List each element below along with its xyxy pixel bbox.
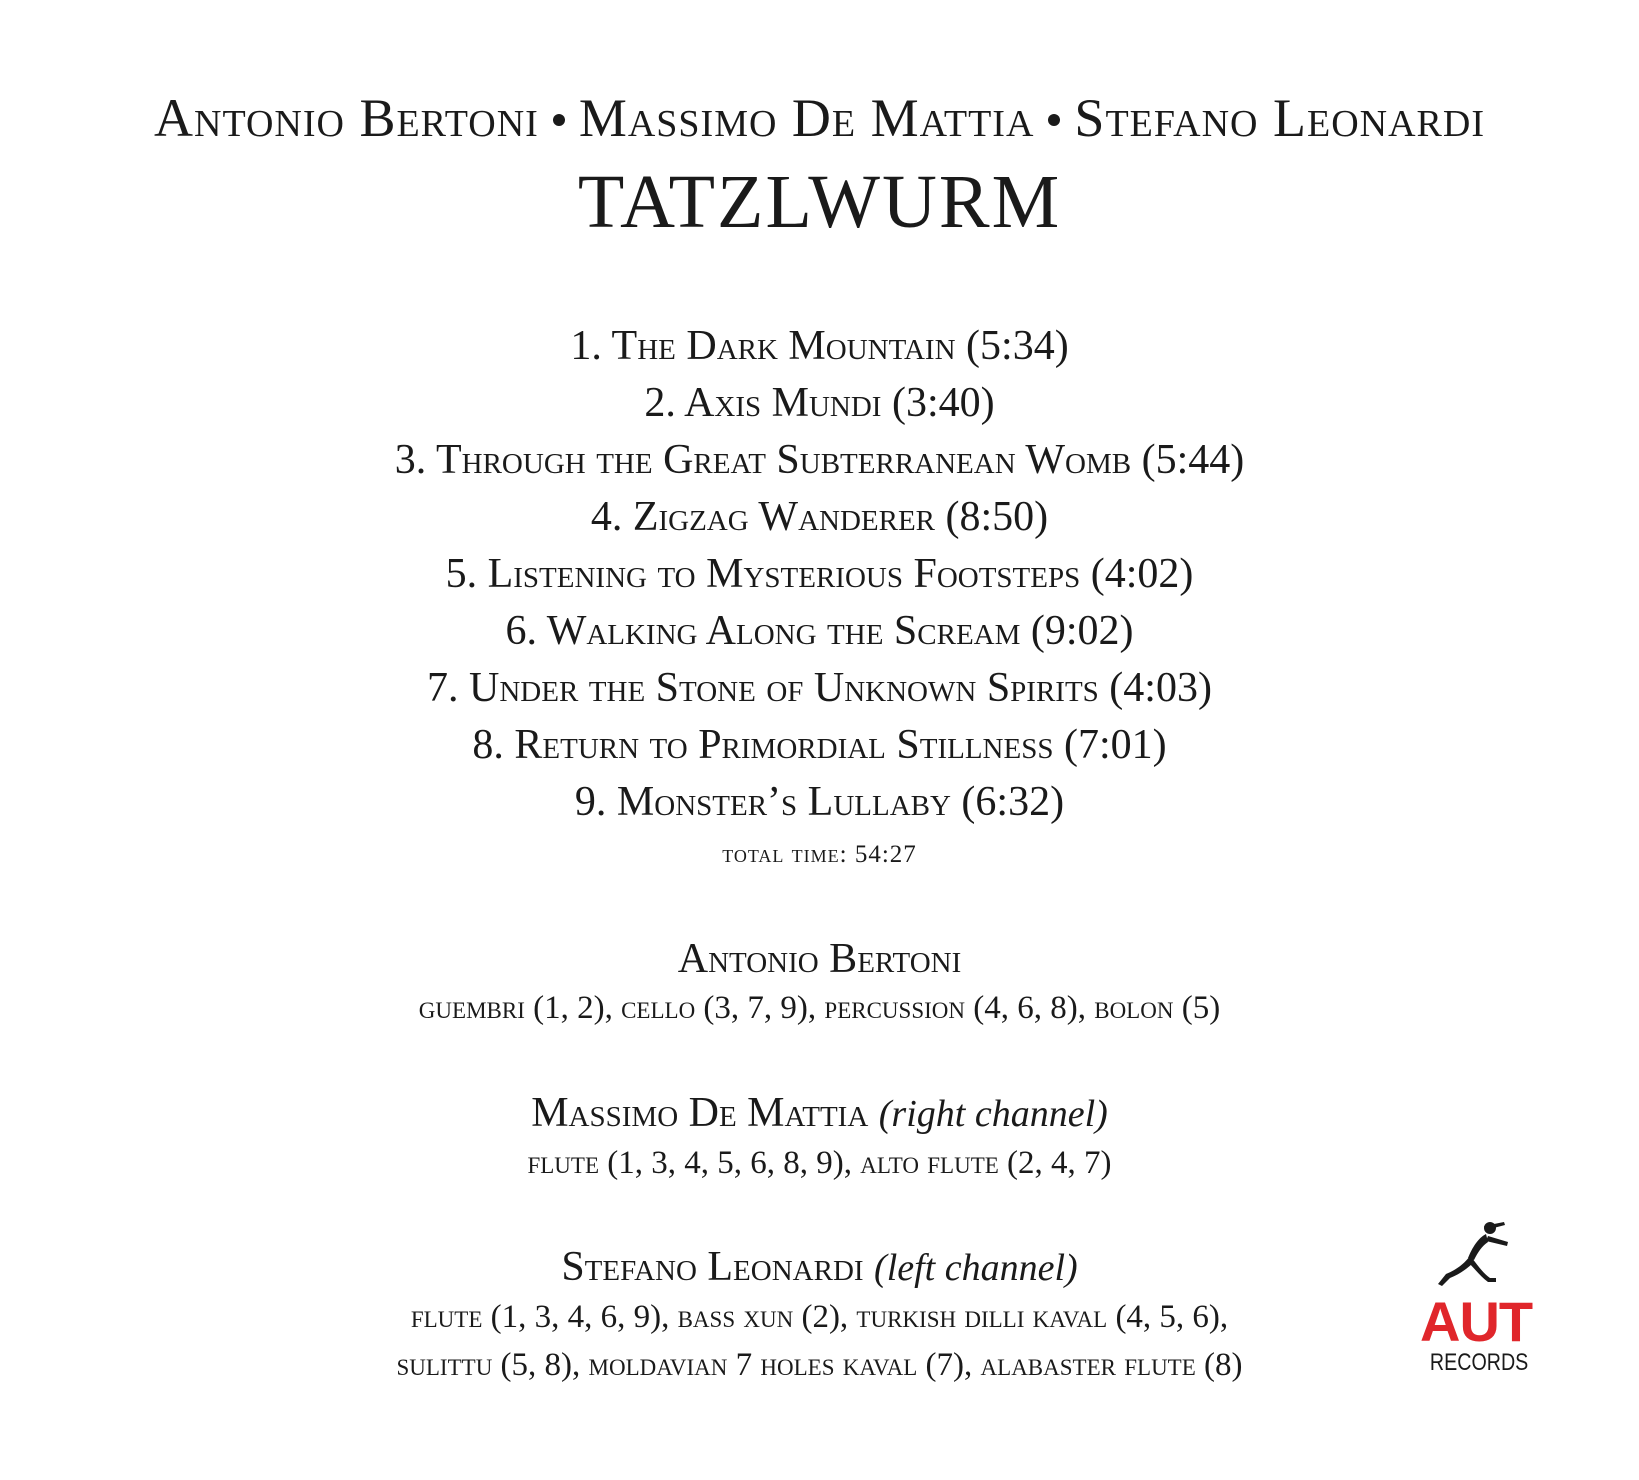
track-item: 8. Return to Primordial Stillness (7:01) (472, 722, 1167, 768)
track-item: 7. Under the Stone of Unknown Spirits (4:03) (427, 665, 1212, 711)
logo-records-text: RECORDS (1429, 1349, 1529, 1376)
musician-name: Antonio Bertoni (677, 936, 962, 982)
musician-name: Stefano Leonardi (561, 1244, 864, 1290)
musician-credit (0, 934, 1639, 1032)
track-item: 1. The Dark Mountain (5:34) (570, 323, 1069, 369)
bullet-separator (1048, 114, 1060, 126)
artist-name: Antonio Bertoni (154, 88, 539, 148)
instrument-list: guembri (1, 2), cello (3, 7, 9), percussion (4, 6, 8), bolon (5) (418, 990, 1221, 1026)
total-time: total time: 54:27 (722, 841, 917, 868)
artist-name: Stefano Leonardi (1074, 88, 1485, 148)
aut-records-logo (1420, 1218, 1533, 1378)
channel-note: (right channel) (878, 1093, 1108, 1135)
instrument-list: flute (1, 3, 4, 6, 9), bass xun (2), turkish dilli kaval (4, 5, 6), (410, 1299, 1229, 1335)
musician-name: Massimo De Mattia (531, 1090, 869, 1136)
track-item: 2. Axis Mundi (3:40) (644, 380, 995, 426)
logo-aut-text: AUT (1420, 1290, 1533, 1353)
album-title: TATZLWURM (577, 160, 1062, 244)
musician-credit (0, 1088, 1639, 1187)
artists-header (0, 88, 1639, 148)
instrument-list: flute (1, 3, 4, 5, 6, 8, 9), alto flute (2, 4, 7) (527, 1145, 1112, 1181)
channel-note: (left channel) (874, 1247, 1078, 1289)
musician-name-line (0, 1242, 1639, 1293)
musician-credit (0, 1242, 1639, 1389)
running-figure-icon (1420, 1218, 1530, 1298)
musician-name-line (0, 1088, 1639, 1139)
artist-name: Massimo De Mattia (578, 88, 1035, 148)
track-item: 5. Listening to Mysterious Footsteps (4:02) (445, 551, 1194, 597)
track-item: 6. Walking Along the Scream (9:02) (505, 608, 1134, 654)
track-item: 9. Monster’s Lullaby (6:32) (574, 779, 1065, 825)
track-item: 4. Zigzag Wanderer (8:50) (590, 494, 1049, 540)
instrument-list: sulittu (5, 8), moldavian 7 holes kaval (7), alabaster flute (8) (396, 1347, 1243, 1383)
tracklist (0, 318, 1639, 831)
bullet-separator (553, 114, 565, 126)
track-item: 3. Through the Great Subterranean Womb (5:44) (394, 437, 1245, 483)
